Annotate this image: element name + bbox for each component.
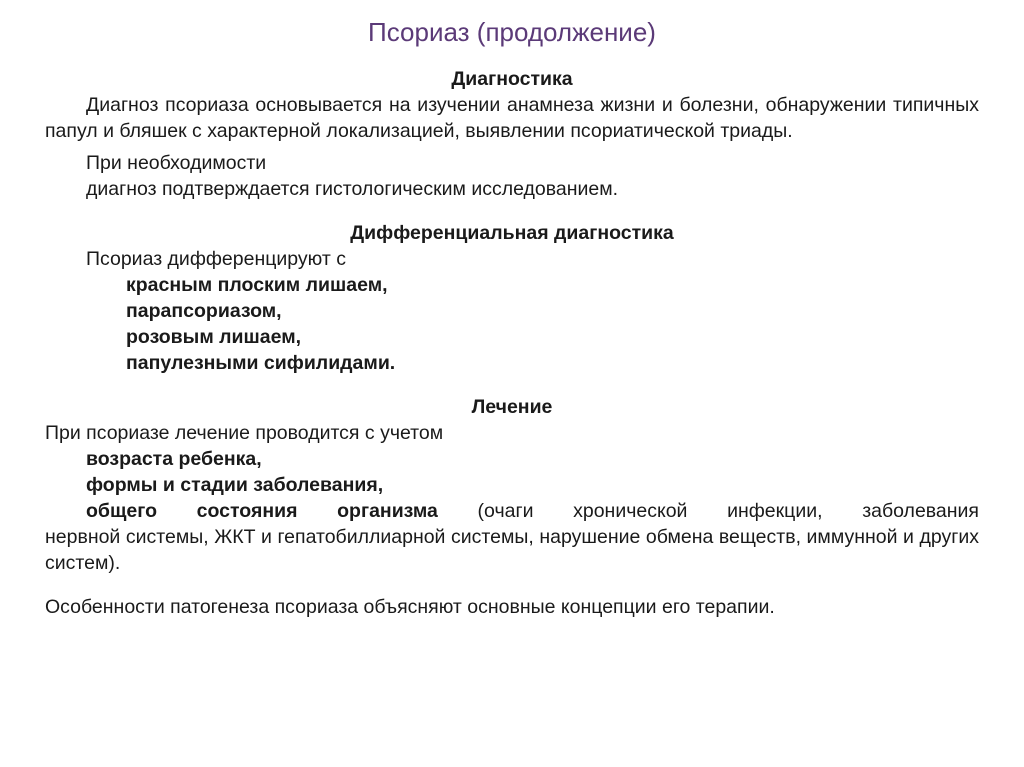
diagnostics-heading: Диагностика <box>451 68 573 90</box>
diagnostics-necessity-line: При необходимости <box>86 152 267 174</box>
conclusion-text: Особенности патогенеза псориаза объясняют основные концепции его терапии. <box>45 596 775 618</box>
treatment-heading: Лечение <box>471 396 553 418</box>
differential-item: папулезными сифилидами. <box>126 352 396 374</box>
diagnostics-histology-line: диагноз подтверждается гистологическим исследованием. <box>86 178 619 200</box>
treatment-item-stage: формы и стадии заболевания, <box>86 474 384 496</box>
treatment-continuation: нервной системы, ЖКТ и гепатобиллиарной системы, нарушение обмена веществ, иммунной и других систем). <box>45 526 979 574</box>
treatment-intro: При псориазе лечение проводится с учетом <box>45 422 444 444</box>
diagnostics-paragraph: Диагноз псориаза основывается на изучении анамнеза жизни и болезни, обнаружении типичных папул и бляшек с характерной локализацией, выявлении псориатической триады. <box>45 94 979 142</box>
slide-title: Псориаз (продолжение) <box>368 17 656 47</box>
treatment-item-condition <box>45 498 979 524</box>
slide-content <box>45 66 979 620</box>
differential-item: парапсориазом, <box>126 300 282 322</box>
treatment-item-condition-rest: (очаги хронической инфекции, заболевания <box>437 500 979 522</box>
differential-item: розовым лишаем, <box>126 326 302 348</box>
treatment-item-condition-bold: общего состояния организма <box>86 500 438 522</box>
treatment-item-age: возраста ребенка, <box>86 448 262 470</box>
differential-intro: Псориаз дифференцируют с <box>86 248 346 270</box>
differential-heading: Дифференциальная диагностика <box>350 222 674 244</box>
differential-item: красным плоским лишаем, <box>126 274 388 296</box>
